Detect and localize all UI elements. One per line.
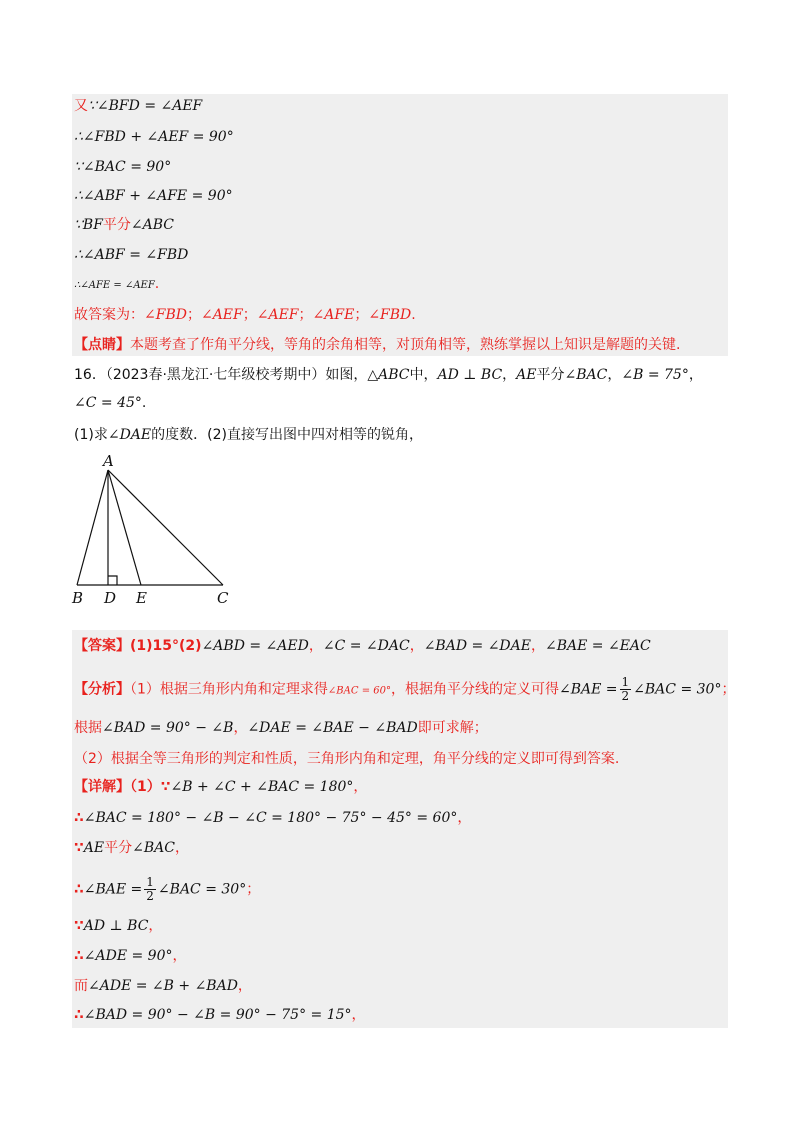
fraction-half: $\frac{1}{2}$ [621,675,630,703]
problem-question: (1)求∠DAE的度数．(2)直接写出图中四对相等的锐角， [74,427,423,443]
detail-line-6: ∴∠ADE = 90°， [74,948,187,964]
prev-line-4: ∴∠ABF + ∠AFE = 90° [74,188,233,204]
detail-line-7: 而∠ADE = ∠B + ∠BAD， [74,978,252,994]
label-b: B [72,589,84,607]
prev-line-6: ∴∠ABF = ∠FBD [74,247,189,263]
prev-line-5: ∵BF平分∠ABC [74,217,175,233]
detail-line-2: ∴∠BAC = 180° − ∠B − ∠C = 180° − 75° − 45° = 60°， [74,810,472,826]
triangle-figure [60,452,250,607]
label-d: D [104,589,117,607]
analysis-line-2: 根据∠BAD = 90° − ∠B，∠DAE = ∠BAE − ∠BAD即可求解； [74,720,488,736]
prev-line-2: ∴∠FBD + ∠AEF = 90° [74,129,234,145]
problem-statement: 16．（2023春·黑龙江·七年级校考期中）如图，△ABC中，AD ⊥ BC，AE平分∠BAC，∠B = 75°， [74,367,703,383]
detail-line-3: ∵AE平分∠BAC， [74,840,189,856]
label-a: A [103,452,114,470]
answer-line: 【答案】(1)15°(2)∠ABD = ∠AED，∠C = ∠DAC，∠BAD = ∠DAE，∠BAE = ∠EAC [74,638,651,654]
comment-line: 【点睛】本题考查了作角平分线，等角的余角相等，对顶角相等，熟练掌握以上知识是解题的关键. [74,337,681,353]
answer-line-prev: 故答案为：∠FBD；∠AEF；∠AEF；∠AFE；∠FBD. [74,307,416,323]
prev-line-3: ∵∠BAC = 90° [74,159,172,175]
label-c: C [217,589,229,607]
analysis-line-1: 【分析】（1）根据三角形内角和定理求得∠BAC = 60°，根据角平分线的定义可得∠BAE = $\frac{1}{2}$ ∠BAC = 30°； [74,675,736,703]
label-e: E [136,589,147,607]
fraction-half-detail: $\frac{1}{2}$ [146,875,154,903]
detail-line-1: 【详解】（1）∵∠B + ∠C + ∠BAC = 180°， [74,779,368,795]
segment-ac [108,470,223,585]
problem-statement-2: ∠C = 45°. [74,395,147,411]
detail-line-5: ∵AD ⊥ BC， [74,918,163,934]
right-angle-mark [108,576,117,585]
prev-line-1: 又∵∠BFD = ∠AEF [74,98,203,114]
analysis-line-3: （2）根据全等三角形的判定和性质，三角形内角和定理，角平分线的定义即可得到答案. [74,751,620,767]
segment-ab [77,470,108,585]
detail-line-8: ∴∠BAD = 90° − ∠B = 90° − 75° = 15°， [74,1007,366,1023]
prev-line-7: ∴∠AFE = ∠AEF. [74,276,160,292]
detail-line-4: ∴∠BAE = $\frac{1}{2}$ ∠BAC = 30°； [74,875,261,903]
